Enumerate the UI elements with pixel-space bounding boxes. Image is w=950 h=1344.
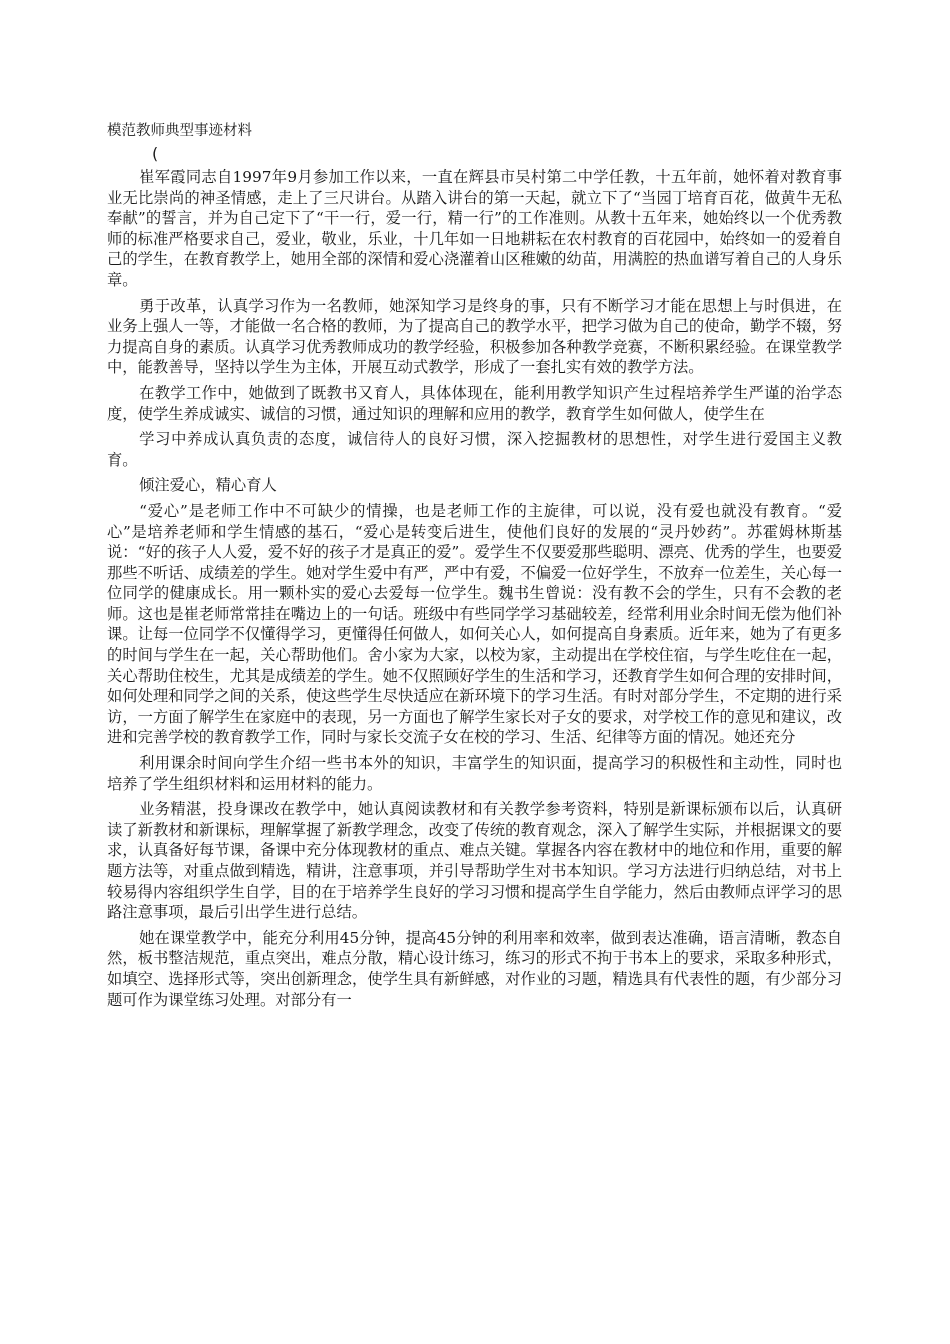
paragraph-6: 利用课余时间向学生介绍一些书本外的知识，丰富学生的知识面，提高学习的积极性和主动性，同时也培养了学生组织材料和运用材料的能力。 (107, 754, 842, 793)
paragraph-1: 崔军霞同志自1997年9月参加工作以来，一直在辉县市吴村第二中学任教，十五年前，她怀着对教育事业无比崇尚的神圣情感，走上了三尺讲台。从踏入讲台的第一天起，就立下了“当园丁培育百花，做黄牛无私奉献”的誓言，并为自己定下了“干一行，爱一行，精一行”的工作准则。从教十五年来，她始终以一个优秀教师的标准严格要求自己，爱业，敬业，乐业，十几年如一日地耕耘在农村教育的百花园中，始终如一的爱着自己的学生，在教育教学上，她用全部的深情和爱心浇灌着山区稚嫩的幼苗，用满腔的热血谱写着自己的人身乐章。 (107, 168, 842, 289)
paragraph-5: “爱心”是老师工作中不可缺少的情操，也是老师工作的主旋律，可以说，没有爱也就没有教育。“爱心”是培养老师和学生情感的基石，“爱心是转变后进生，使他们良好的发展的“灵丹妙药”。苏霍姆林斯基说：“好的孩子人人爱，爱不好的孩子才是真正的爱”。爱学生不仅要爱那些聪明、漂亮、优秀的学生，也要爱那些不听话、成绩差的学生。她对学生爱中有严，严中有爱，不偏爱一位好学生，不放弃一位差生，关心每一位同学的健康成长。用一颗朴实的爱心去爱每一位学生。魏书生曾说：没有教不会的学生，只有不会教的老师。这也是崔老师常常挂在嘴边上的一句话。班级中有些同学学习基础较差，经常利用业余时间无偿为他们补课。让每一位同学不仅懂得学习，更懂得任何做人，如何关心人，如何提高自身素质。近年来，她为了有更多的时间与学生在一起，关心帮助他们。舍小家为大家，以校为家，主动提出在学校住宿，与学生吃住在一起，关心帮助住校生，尤其是成绩差的学生。她不仅照顾好学生的生活和学习，还教育学生如何合理的安排时间，如何处理和同学之间的关系，使这些学生尽快适应在新环境下的学习生活。有时对部分学生，不定期的进行采访，一方面了解学生在家庭中的表现，另一方面也了解学生家长对子女的要求，对学校工作的意见和建议，改进和完善学校的教育教学工作，同时与家长交流子女在校的学习、生活、纪律等方面的情况。她还充分 (107, 501, 842, 747)
paragraph-7: 业务精湛，投身课改在教学中，她认真阅读教材和有关教学参考资料，特别是新课标颁布以后，认真研读了新教材和新课标，理解掌握了新教学理念，改变了传统的教育观念，深入了解学生实际，并根据课文的要求，认真备好每节课，备课中充分体现教材的重点、难点关键。掌握各内容在教材中的地位和作用，重要的解题方法等，对重点做到精选，精讲，注意事项，并引导帮助学生对书本知识。学习方法进行归纳总结，对书上较易得内容组织学生自学，目的在于培养学生良好的学习习惯和提高学生自学能力，然后由教师点评学习的思路注意事项，最后引出学生进行总结。 (107, 800, 842, 922)
paragraph-3: 在教学工作中，她做到了既教书又育人，具体体现在，能利用教学知识产生过程培养学生严谨的治学态度，使学生养成诚实、诚信的习惯，通过知识的理解和应用的教学，教育学生如何做人，使学生在 (107, 383, 842, 423)
document-title: 模范教师典型事迹材料 (107, 123, 252, 139)
paragraph-2: 勇于改革，认真学习作为一名教师，她深知学习是终身的事，只有不断学习才能在思想上与时俱进，在业务上强人一等，才能做一名合格的教师，为了提高自己的教学水平，把学习做为自己的使命，勤学不辍，努力提高自身的素质。认真学习优秀教师成功的教学经验，积极参加各种教学竞赛，不断积累经验。在课堂教学中，能教善导，坚持以学生为主体，开展互动式教学，形成了一套扎实有效的教学方法。 (107, 296, 842, 377)
section-heading-caring: 倾注爱心，精心育人 (139, 476, 277, 495)
paragraph-8: 她在课堂教学中，能充分利用45分钟，提高45分钟的利用率和效率，做到表达准确，语言清晰，教态自然，板书整洁规范，重点突出，难点分散，精心设计练习，练习的形式不拘于书本上的要求，采取多种形式，如填空、选择形式等，突出创新理念，使学生具有新鲜感，对作业的习题，精选具有代表性的题，有少部分习题可作为课堂练习处理。对部分有一 (107, 928, 842, 1009)
paragraph-4: 学习中养成认真负责的态度，诚信待人的良好习惯，深入挖掘教材的思想性，对学生进行爱国主义教育。 (107, 430, 842, 469)
opening-parenthesis: ( (152, 144, 159, 163)
document-page (107, 121, 842, 1010)
